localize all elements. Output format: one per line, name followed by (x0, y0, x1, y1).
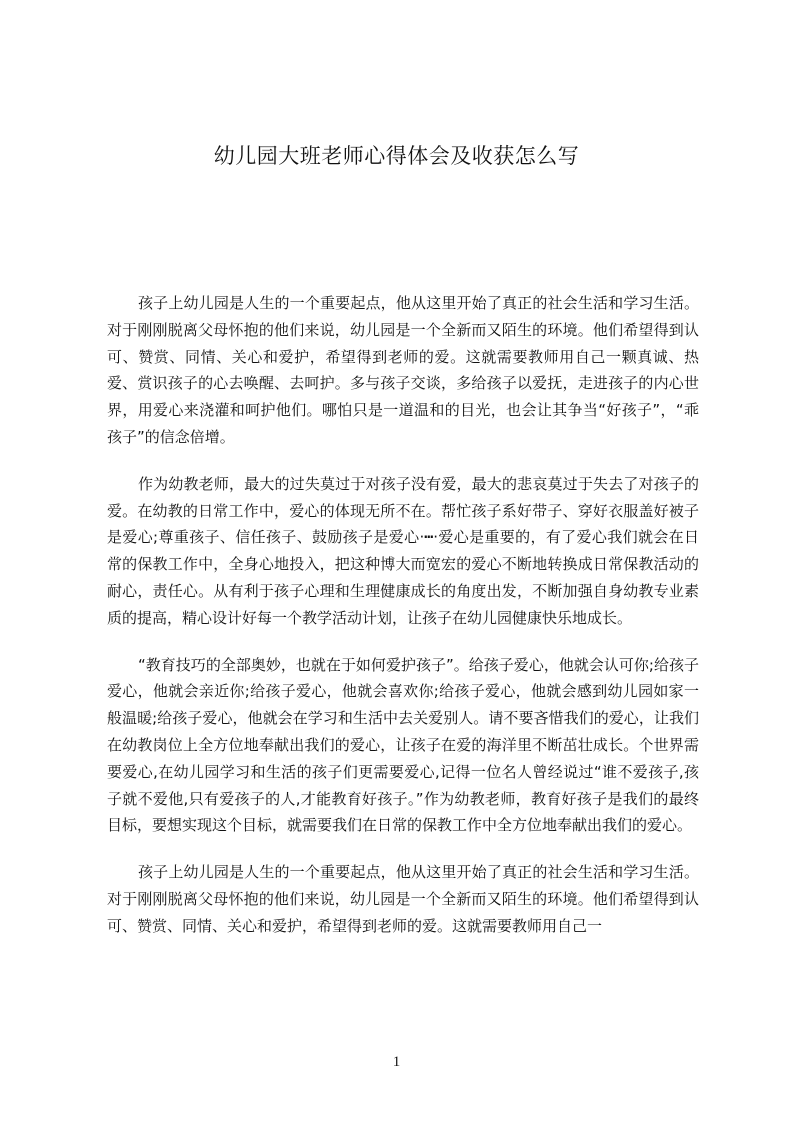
paragraph-3: “教育技巧的全部奥妙，也就在于如何爱护孩子”。给孩子爱心，他就会认可你;给孩子爱心，他就会亲近你;给孩子爱心，他就会喜欢你;给孩子爱心，他就会感到幼儿园如家一般温暖;给孩子爱心，他就会在学习和生活中去关爱别人。请不要吝惜我们的爱心，让我们在幼教岗位上全方位地奉献出我们的爱心，让孩子在爱的海洋里不断茁壮成长。个世界需要爱心,在幼儿园学习和生活的孩子们更需要爱心,记得一位名人曾经说过“谁不爱孩子,孩子就不爱他,只有爱孩子的人,才能教育好孩子。”作为幼教老师，教育好孩子是我们的最终目标，要想实现这个目标，就需要我们在日常的保教工作中全方位地奉献出我们的爱心。 (107, 655, 699, 835)
document-title: 幼儿园大班老师心得体会及收获怎么写 (213, 144, 580, 168)
document-body (107, 290, 699, 960)
paragraph-4: 孩子上幼儿园是人生的一个重要起点，他从这里开始了真正的社会生活和学习生活。对于刚刚脱离父母怀抱的他们来说，幼儿园是一个全新而又陌生的环境。他们希望得到认可、赞赏、同情、关心和爱护，希望得到老师的爱。这就需要教师用自己一 (107, 863, 699, 935)
paragraph-1: 孩子上幼儿园是人生的一个重要起点，他从这里开始了真正的社会生活和学习生活。对于刚刚脱离父母怀抱的他们来说，幼儿园是一个全新而又陌生的环境。他们希望得到认可、赞赏、同情、关心和爱护，希望得到老师的爱。这就需要教师用自己一颗真诚、热爱、赏识孩子的心去唤醒、去呵护。多与孩子交谈，多给孩子以爱抚，走进孩子的内心世界，用爱心来浇灌和呵护他们。哪怕只是一道温和的目光，也会让其争当“好孩子”，“乖孩子”的信念倍增。 (107, 294, 699, 446)
page-number: 1 (392, 1054, 401, 1070)
paragraph-2: 作为幼教老师，最大的过失莫过于对孩子没有爱，最大的悲哀莫过于失去了对孩子的爱。在幼教的日常工作中，爱心的体现无所不在。帮忙孩子系好带子、穿好衣服盖好被子是爱心;尊重孩子、信任孩子、鼓励孩子是爱心·┅·爱心是重要的，有了爱心我们就会在日常的保教工作中，全身心地投入，把这种博大而宽宏的爱心不断地转换成日常保教活动的耐心，责任心。从有利于孩子心理和生理健康成长的角度出发，不断加强自身幼教专业素质的提高，精心设计好每一个教学活动计划，让孩子在幼儿园健康快乐地成长。 (107, 474, 699, 627)
